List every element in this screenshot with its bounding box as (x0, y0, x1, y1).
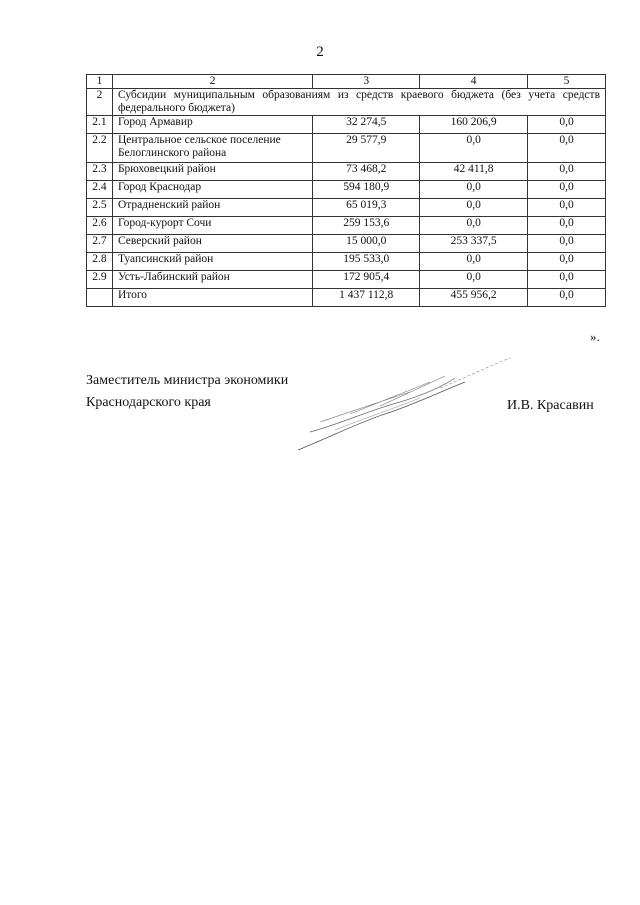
table-row (87, 217, 606, 235)
row-number: 2.6 (87, 217, 113, 235)
row-name: Центральное сельское поселение Белоглинского района (112, 134, 312, 163)
row-number: 2.8 (87, 253, 113, 271)
row-value-col4: 0,0 (420, 253, 528, 271)
signatory-title-line-1: Заместитель министра экономики (86, 373, 289, 388)
budget-table (86, 74, 606, 307)
row-number: 2.9 (87, 271, 113, 289)
signatory-title (86, 370, 288, 414)
row-value-col5: 0,0 (528, 235, 606, 253)
table-row (87, 134, 606, 163)
row-value-col3: 65 019,3 (313, 199, 420, 217)
row-name: Город-курорт Сочи (112, 217, 312, 235)
table-total-row (87, 289, 606, 307)
row-number: 2.4 (87, 181, 113, 199)
row-number: 2.5 (87, 199, 113, 217)
table-row (87, 163, 606, 181)
table-row (87, 116, 606, 134)
row-value-col4: 0,0 (420, 199, 528, 217)
table-row (87, 181, 606, 199)
row-value-col3: 1 437 112,8 (313, 289, 420, 307)
row-number: 2.7 (87, 235, 113, 253)
row-value-col4: 42 411,8 (420, 163, 528, 181)
row-value-col5: 0,0 (528, 199, 606, 217)
header-cell-1: 1 (87, 75, 113, 89)
row-value-col3: 32 274,5 (313, 116, 420, 134)
page-number: 2 (316, 44, 324, 60)
row-value-col3: 259 153,6 (313, 217, 420, 235)
row-value-col4: 455 956,2 (420, 289, 528, 307)
row-number (87, 289, 113, 307)
signatory-name: И.В. Красавин (507, 398, 594, 413)
row-name: Итого (112, 289, 312, 307)
row-value-col5: 0,0 (528, 134, 606, 163)
section-title: Субсидии муниципальным образованиям из средств краевого бюджета (без учета средств федерального бюджета) (112, 89, 605, 116)
table-row (87, 235, 606, 253)
row-value-col3: 15 000,0 (313, 235, 420, 253)
row-value-col4: 160 206,9 (420, 116, 528, 134)
section-number: 2 (87, 89, 113, 116)
row-value-col5: 0,0 (528, 116, 606, 134)
row-name: Брюховецкий район (112, 163, 312, 181)
row-value-col4: 0,0 (420, 134, 528, 163)
row-value-col4: 0,0 (420, 271, 528, 289)
row-value-col4: 0,0 (420, 181, 528, 199)
handwritten-signature (290, 352, 520, 462)
table-header-row (87, 75, 606, 89)
header-cell-4: 4 (420, 75, 528, 89)
table-row (87, 253, 606, 271)
row-value-col5: 0,0 (528, 289, 606, 307)
signatory-title-line-2: Краснодарского края (86, 395, 211, 410)
row-value-col3: 73 468,2 (313, 163, 420, 181)
header-cell-2: 2 (112, 75, 312, 89)
row-value-col5: 0,0 (528, 181, 606, 199)
row-value-col3: 594 180,9 (313, 181, 420, 199)
row-value-col5: 0,0 (528, 217, 606, 235)
row-value-col5: 0,0 (528, 271, 606, 289)
row-value-col3: 29 577,9 (313, 134, 420, 163)
row-name: Город Армавир (112, 116, 312, 134)
section-row (87, 89, 606, 116)
row-number: 2.1 (87, 116, 113, 134)
row-value-col3: 195 533,0 (313, 253, 420, 271)
header-cell-3: 3 (313, 75, 420, 89)
row-value-col5: 0,0 (528, 253, 606, 271)
table-row (87, 199, 606, 217)
table-row (87, 271, 606, 289)
row-value-col3: 172 905,4 (313, 271, 420, 289)
row-name: Северский район (112, 235, 312, 253)
row-value-col4: 0,0 (420, 217, 528, 235)
row-number: 2.3 (87, 163, 113, 181)
row-value-col4: 253 337,5 (420, 235, 528, 253)
row-name: Усть-Лабинский район (112, 271, 312, 289)
row-name: Город Краснодар (112, 181, 312, 199)
row-name: Отрадненский район (112, 199, 312, 217)
row-value-col5: 0,0 (528, 163, 606, 181)
header-cell-5: 5 (528, 75, 606, 89)
closing-quote: ». (590, 329, 600, 344)
row-name: Туапсинский район (112, 253, 312, 271)
row-number: 2.2 (87, 134, 113, 163)
